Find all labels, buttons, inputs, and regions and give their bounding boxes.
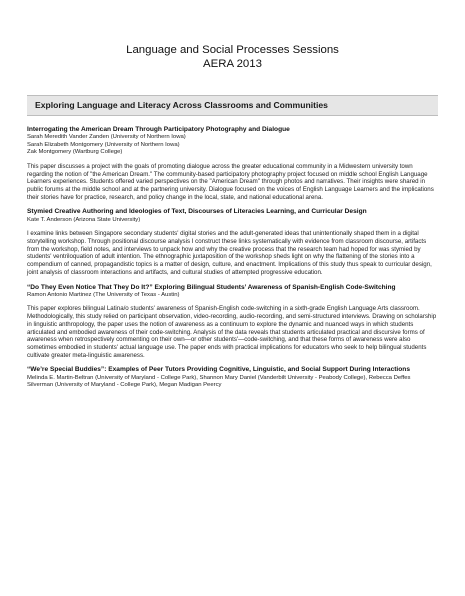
paper-abstract: This paper explores bilingual Latina/o students' awareness of Spanish-English code-switching in a sixth-grade English Language Arts classroom. Methodologically, this study relied on participant observation, video-recording, audio-recording, and semi-structured interviews. Drawing on scholarship in linguistic anthropology, the paper uses the notion of awareness as a continuum to explore the dynamic and nuanced ways in which students articulated and embodied awareness of their code-switching. Analysis of the data reveals that students articulated practical and discursive forms of awareness when retrospectively commenting on their own—or other students'—code-switching, and that these forms of awareness were also sometimes embodied in students' actual language use. The paper ends with practical implications for educators who seek to help bilingual students cultivate greater meta-linguistic awareness. [27,305,437,359]
session-papers [27,126,438,390]
paper-entry [27,366,438,389]
paper-title: “Do They Even Notice That They Do It?” Exploring Bilingual Students’ Awareness of Spanish-English Code-Switching [27,283,396,291]
paper-author: Ramon Antonio Martinez (The University of Texas - Austin) [27,291,180,298]
paper-title: “We’re Special Buddies”: Examples of Peer Tutors Providing Cognitive, Linguistic, and Social Support During Interactions [27,366,410,374]
paper-entry [27,126,438,201]
document-subtitle: AERA 2013 [203,57,262,70]
paper-title: Stymied Creative Authoring and Ideologies of Text, Discourses of Literacies Learning, and Curricular Design [27,208,367,216]
document-title: Language and Social Processes Sessions [126,44,339,56]
paper-author: Zak Montgomery (Wartburg College) [27,149,123,156]
paper-author: Melinda E. Martin-Beltran (University of Maryland - College Park), Shannon Mary Daniel (Vanderbilt University - Peabody College), Rebecca Deffes Silverman (University of Maryland - College Park), Megan Madigan Peercy [27,374,411,389]
session-title-banner: Exploring Language and Literacy Across Classrooms and Communities [27,95,438,116]
paper-author: Sarah Elizabeth Montgomery (University of Northern Iowa) [27,141,180,148]
paper-entry [27,208,438,276]
paper-abstract: I examine links between Singapore secondary students' digital stories and the adult-generated ideas that unintentionally shaped them in a digital storytelling workshop. Through positional discourse analysis I construct these links systematically with evidence from classroom discourse, artifacts from the workshop, field notes, and interviews to unpack how and why the creative process that the research team had hoped for was stymied by students' ventriloquation of adult intention. The ethnographic juxtaposition of the workshop sheds light on why the flattening of the stories into a compendium of canned, propagandistic topics is a matter of design, culture, and enactment. Implications of this study thus speak to curricular design, joint analysis of classroom interactions and artifacts, and cultural studies of attempted progressive education. [27,230,432,276]
paper-abstract: This paper discusses a project with the goals of promoting dialogue across the greater educational community in a Midwestern university town regarding the notion of "the American Dream." The community-based participatory photography project focused on middle school English Language Learners experiences. Students offered varied perspectives on the "American Dream" through photos and narratives. Their insights were shared in public forums at the middle school and at the partnering university. Dialogue focused on the voices of English Language Learners and the implications their stories have for practice, research, and policy change in the local, state, and national educational arena. [27,162,434,201]
paper-author: Sarah Meredith Vander Zanden (University of Northern Iowa) [27,134,186,141]
document-header [27,44,438,71]
paper-title: Interrogating the American Dream Through Participatory Photography and Dialogue [27,126,290,133]
paper-entry [27,284,438,360]
paper-author: Kate T. Anderson (Arizona State University) [27,216,141,223]
